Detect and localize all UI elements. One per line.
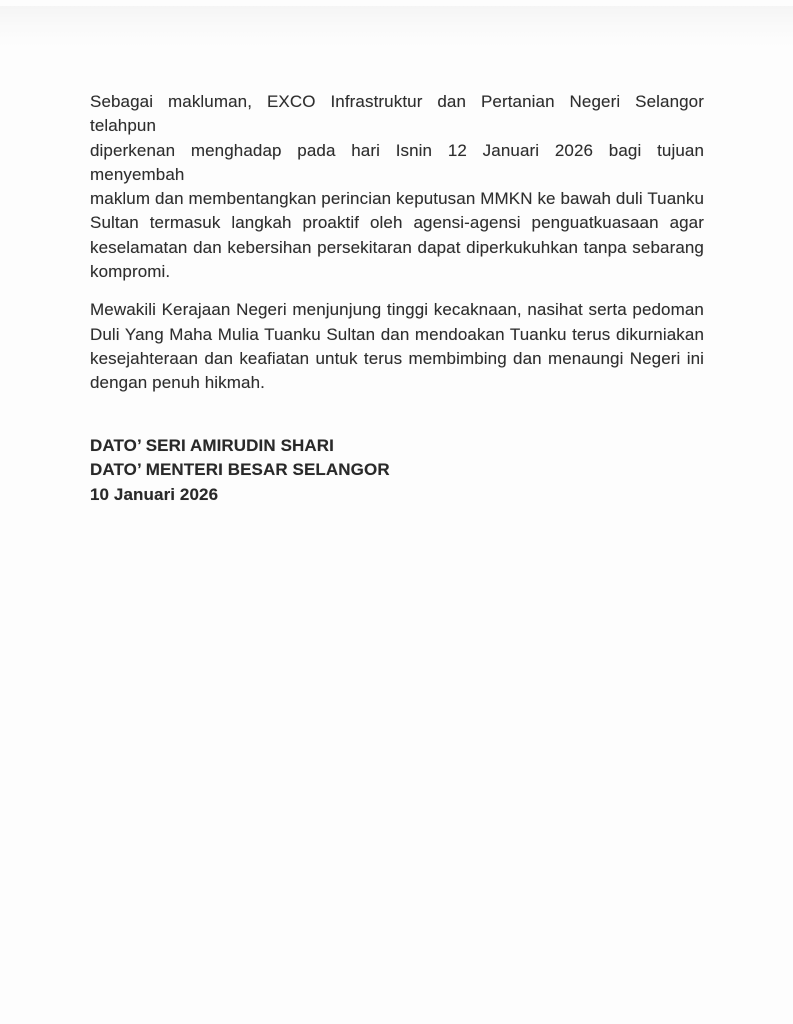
paragraph-1-line-1: Sebagai makluman, EXCO Infrastruktur dan Pertanian Negeri Selangor telahpun: [90, 92, 704, 136]
scan-shadow: [0, 6, 793, 52]
paragraph-1-line-2: diperkenan menghadap pada hari Isnin 12 Januari 2026 bagi tujuan menyembah: [90, 140, 704, 184]
paragraph-1-line-6: kompromi.: [90, 262, 171, 282]
letter-date: 10 Januari 2026: [90, 484, 219, 504]
paragraph-2-line-3: kesejahteraan dan keafiatan untuk terus membimbing dan menaungi Negeri ini: [90, 348, 704, 368]
paragraph-2-line-4: dengan penuh hikmah.: [90, 373, 265, 393]
letter-body: [90, 90, 704, 507]
paragraph-1-line-5: keselamatan dan kebersihan persekitaran dapat diperkukuhkan tanpa sebarang: [90, 237, 704, 257]
paragraph-2: [90, 298, 704, 395]
paragraph-1: [90, 90, 704, 284]
paragraph-2-line-2: Duli Yang Maha Mulia Tuanku Sultan dan mendoakan Tuanku terus dikurniakan: [90, 324, 704, 344]
signatory-name: DATO’ SERI AMIRUDIN SHARI: [90, 435, 334, 455]
paragraph-1-line-3: maklum dan membentangkan perincian keputusan MMKN ke bawah duli Tuanku: [90, 189, 704, 209]
signature-block: [90, 434, 704, 508]
paragraph-2-line-1: Mewakili Kerajaan Negeri menjunjung tinggi kecaknaan, nasihat serta pedoman: [90, 300, 704, 320]
paragraph-1-line-4: Sultan termasuk langkah proaktif oleh agensi-agensi penguatkuasaan agar: [90, 213, 704, 233]
signatory-title: DATO’ MENTERI BESAR SELANGOR: [90, 460, 390, 480]
